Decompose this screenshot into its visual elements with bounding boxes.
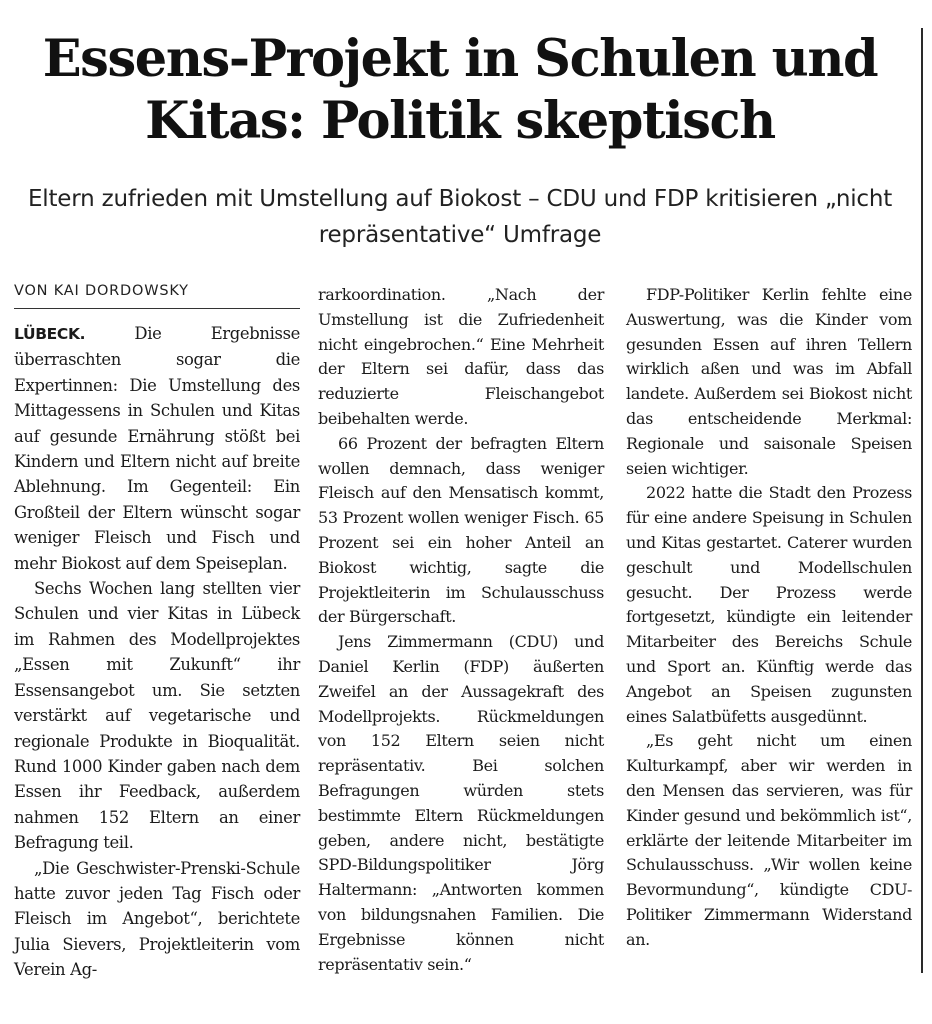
paragraph: Sechs Wochen lang stellten vier Schulen und vier Kitas in Lübeck im Rahmen des Modellprojektes „Essen mit Zukunft“ ihr Essensangebot um. Sie setzten verstärkt auf vegetarische und regionale Produkte in Bioqualität. Rund 1000 Kinder gaben nach dem Essen ihr Feedback, außerdem nahmen 152 Eltern an einer Befragung teil.: [14, 579, 300, 853]
paragraph: 66 Prozent der befragten Eltern wollen demnach, dass weniger Fleisch auf den Mensatisch kommt, 53 Prozent wollen weniger Fisch. 65 Prozent sei ein hoher Anteil an Biokost wichtig, sagte die Projektleiterin im Schulausschuss der Bürgerschaft.: [318, 433, 604, 627]
column-2: [318, 283, 604, 977]
paragraph-text: Die Ergebnisse überraschten sogar die Expertinnen: Die Umstellung des Mittagessens in Schulen und Kitas auf gesunde Ernährung stößt bei Kindern und Eltern nicht auf breite Ablehnung. Im Gegenteil: Ein Großteil der Eltern wünscht sogar weniger Fleisch und Fisch und mehr Biokost auf dem Speiseplan.: [14, 324, 300, 573]
byline: VON KAI DORDOWSKY: [14, 283, 300, 309]
column-rule: [921, 28, 923, 973]
paragraph: [14, 321, 300, 576]
paragraph: „Es geht nicht um einen Kulturkampf, aber wir werden in den Mensen das servieren, was für Kinder gesund und bekömmlich ist“, erklärte der leitende Mitarbeiter im Schulausschuss. „Wir wollen keine Bevormundung“, kündigte CDU-Politiker Zimmermann Widerstand an.: [626, 731, 912, 949]
subheadline: Eltern zufrieden mit Umstellung auf Biokost – CDU und FDP kritisieren „nicht repräsentative“ Umfrage: [27, 186, 893, 248]
paragraph: „Die Geschwister-Prenski-Schule hatte zuvor jeden Tag Fisch oder Fleisch im Angebot“, berichtete Julia Sievers, Projektleiterin vom Verein Ag-: [14, 858, 300, 980]
paragraph: 2022 hatte die Stadt den Prozess für eine andere Speisung in Schulen und Kitas gestartet. Caterer wurden geschult und Modellschulen gesucht. Der Prozess werde fortgesetzt, kündigte ein leitender Mitarbeiter des Bereichs Schule und Sport an. Künftig werde das Angebot an Speisen zugunsten eines Salatbüfetts ausgedünnt.: [626, 483, 912, 726]
column-1: [14, 321, 300, 983]
dateline: LÜBECK.: [14, 325, 86, 343]
paragraph: FDP-Politiker Kerlin fehlte eine Auswertung, was die Kinder vom gesunden Essen auf ihren Tellern wirklich aßen und was im Abfall landete. Außerdem sei Biokost nicht das entscheidende Merkmal: Regionale und saisonale Speisen seien wichtiger.: [626, 285, 912, 478]
headline: Essens-Projekt in Schulen und Kitas: Politik skeptisch: [42, 29, 878, 151]
paragraph: Jens Zimmermann (CDU) und Daniel Kerlin (FDP) äußerten Zweifel an der Aussagekraft des Modellprojekts. Rückmeldungen von 152 Eltern seien nicht repräsentativ. Bei solchen Befragungen würden stets bestimmte Eltern Rückmeldungen geben, andere nicht, bestätigte SPD-Bildungspolitiker Jörg Haltermann: „Antworten kommen von bildungsnahen Familien. Die Ergebnisse können nicht repräsentativ sein.“: [318, 632, 604, 974]
column-3: [626, 283, 912, 953]
paragraph: rarkoordination. „Nach der Umstellung ist die Zufriedenheit nicht eingebrochen.“ Eine Mehrheit der Eltern sei dafür, dass das reduzierte Fleischangebot beibehalten werde.: [318, 285, 604, 428]
